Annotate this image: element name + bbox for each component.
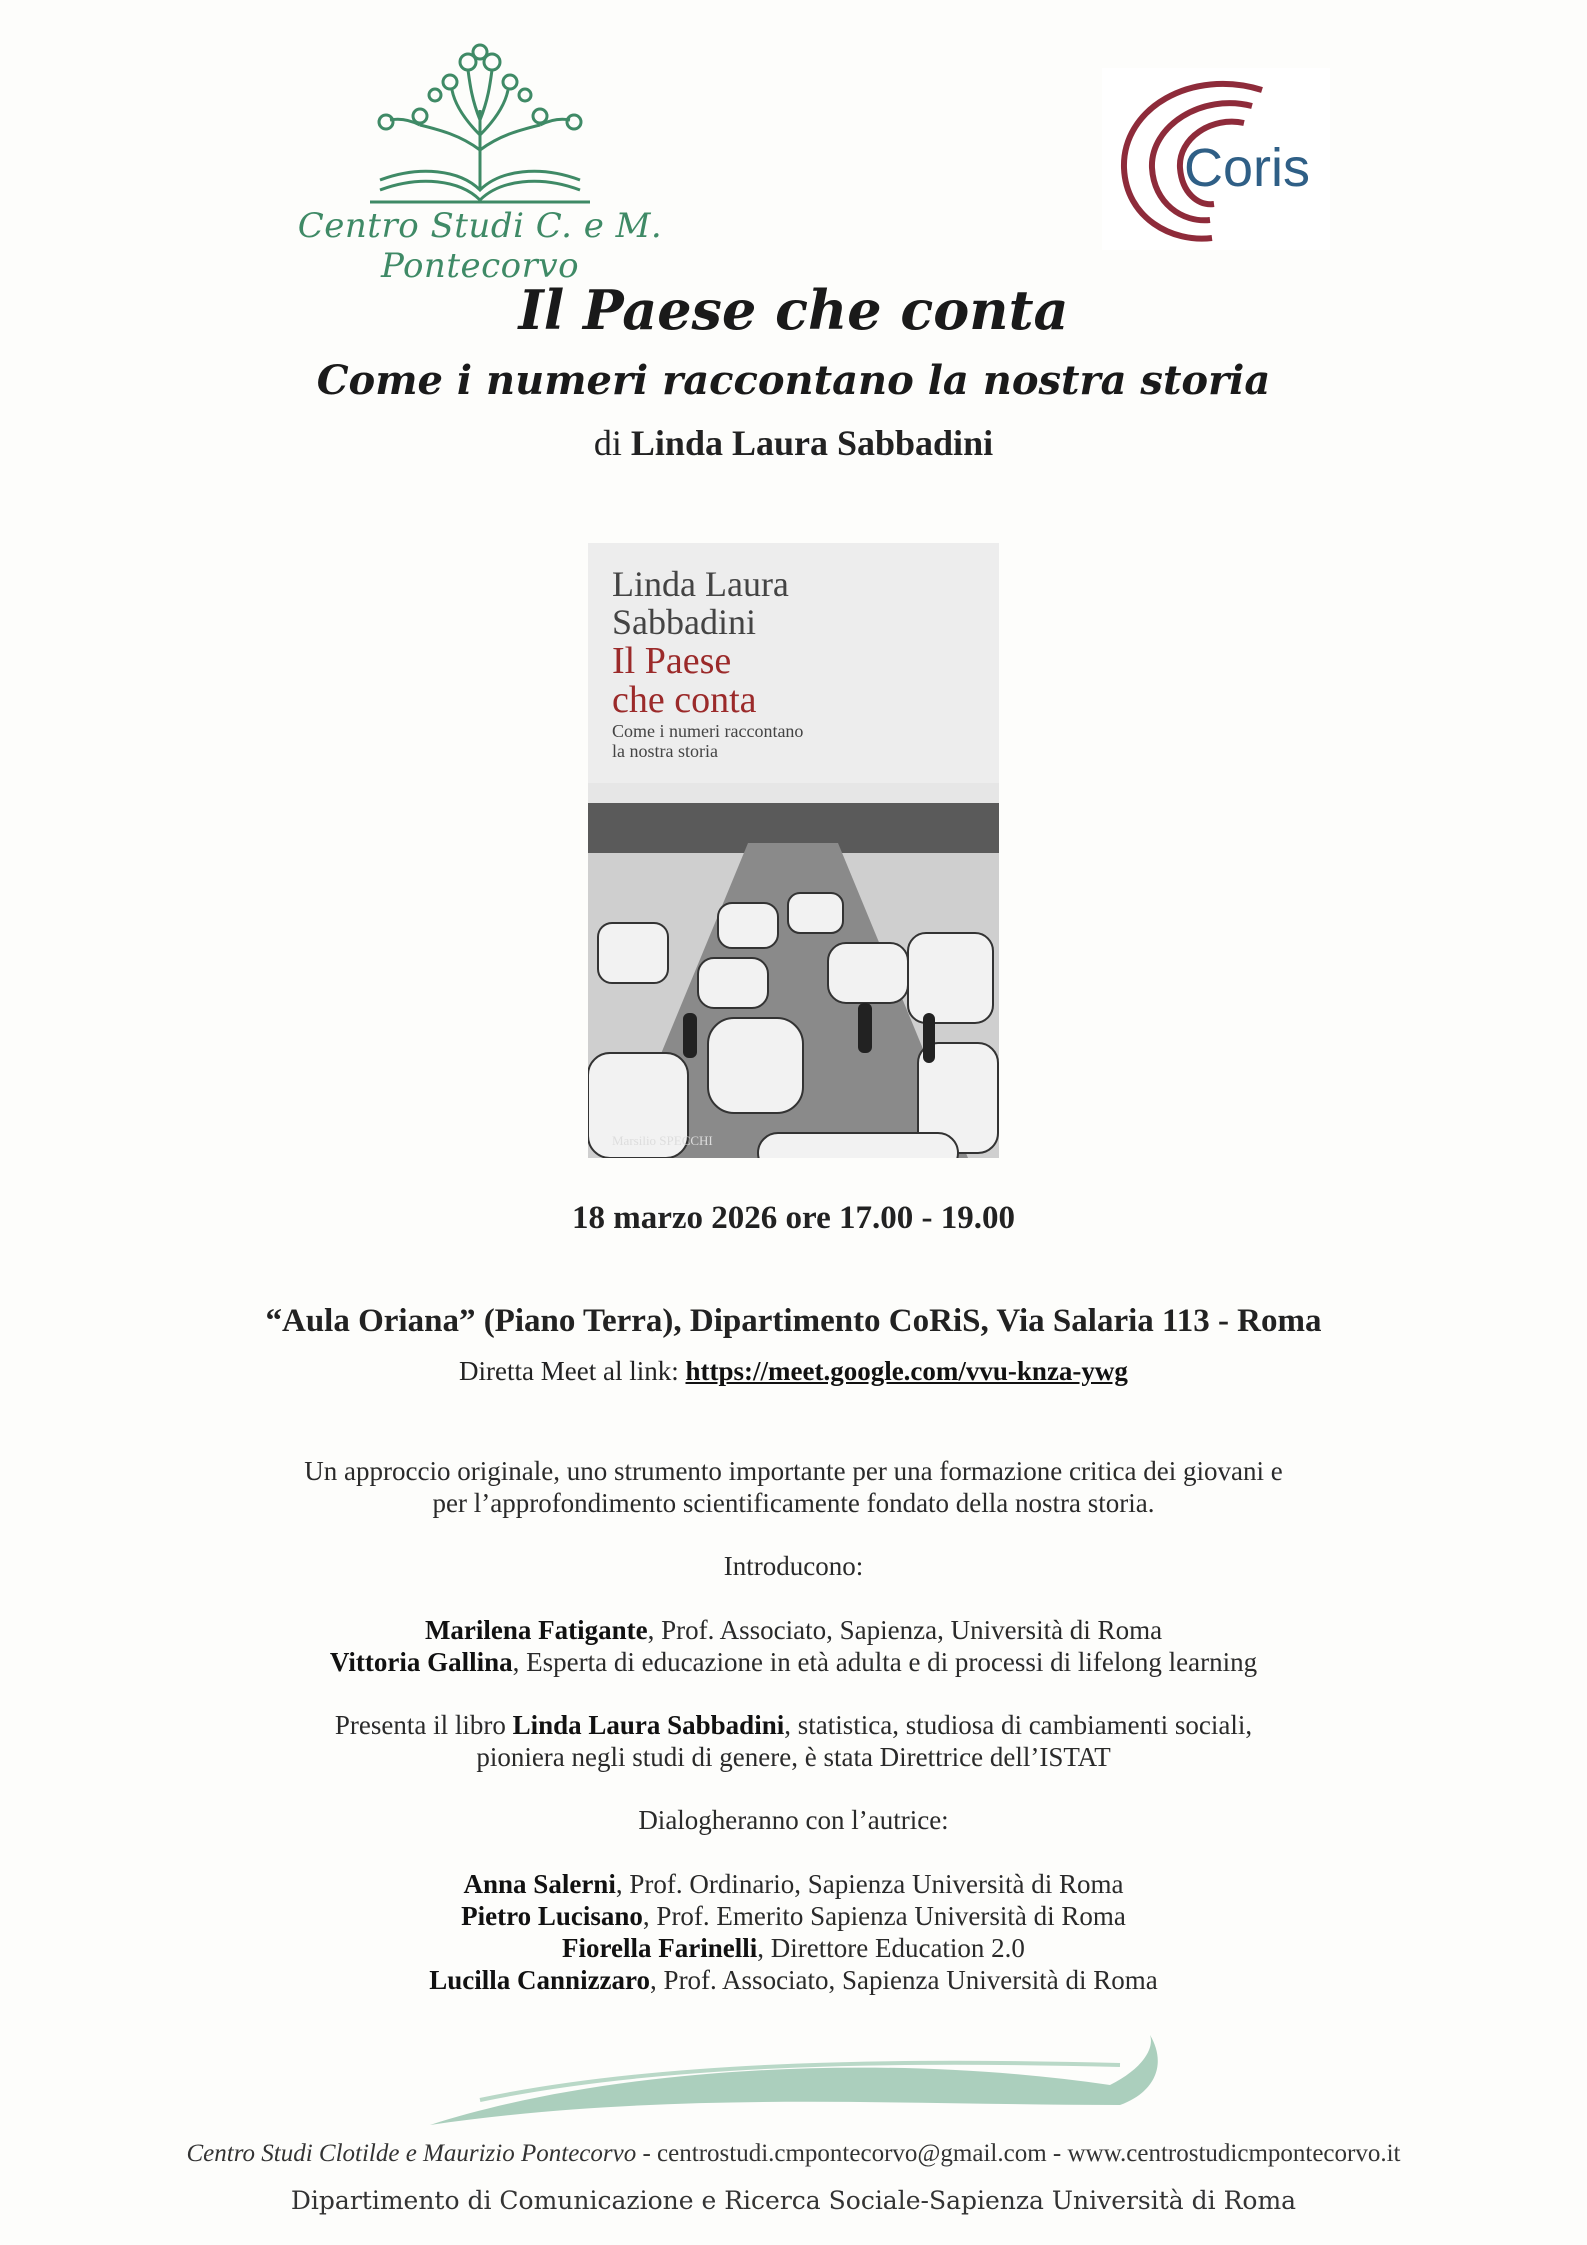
tree-book-icon — [360, 40, 600, 210]
book-cover-image — [588, 543, 999, 1158]
presenter-line2: pioniera negli studi di genere, è stata Direttrice dell’ISTAT — [476, 1742, 1111, 1772]
byline-prefix: di — [593, 423, 622, 463]
coris-logo-text: Coris — [1184, 138, 1311, 198]
byline-author: Linda Laura Sabbadini — [630, 423, 994, 463]
footer-contact-info: - centrostudi.cmpontecorvo@gmail.com - www.centrostudicmpontecorvo.it — [636, 2140, 1401, 2167]
book-title-line2: che conta — [612, 679, 757, 721]
list-item: Fiorella Farinelli, Direttore Education 2.0 — [562, 1933, 1025, 1963]
list-item: Vittoria Gallina, Esperta di educazione in età adulta e di processi di lifelong learning — [329, 1647, 1258, 1677]
book-subtitle-line1: Come i numeri raccontano — [612, 721, 804, 741]
meet-line — [0, 1356, 1587, 1387]
decorative-swoosh — [420, 2030, 1170, 2140]
presenter-line1: Presenta il libro Linda Laura Sabbadini, statistica, studiosa di cambiamenti sociali, — [334, 1710, 1253, 1740]
meet-prefix: Diretta Meet al link: — [459, 1356, 679, 1386]
event-subtitle: Come i numeri raccontano la nostra storia — [316, 357, 1271, 404]
description — [0, 1455, 1587, 1519]
discussants-list — [0, 1868, 1587, 1996]
discussants-label: Dialogheranno con l’autrice: — [638, 1805, 949, 1835]
event-venue: “Aula Oriana” (Piano Terra), Dipartimento CoRiS, Via Salaria 113 - Roma — [265, 1303, 1322, 1339]
presenter — [0, 1709, 1587, 1773]
list-item: Marilena Fatigante, Prof. Associato, Sapienza, Università di Roma — [424, 1615, 1163, 1645]
description-line1: Un approccio originale, uno strumento importante per una formazione critica dei giovani e — [304, 1456, 1283, 1486]
footer-department: Dipartimento di Comunicazione e Ricerca Sociale-Sapienza Università di Roma — [290, 2186, 1297, 2215]
event-date-time: 18 marzo 2026 ore 17.00 - 19.00 — [572, 1200, 1015, 1236]
centro-studi-name: Centro Studi C. e M. Pontecorvo — [297, 206, 663, 286]
list-item: Anna Salerni, Prof. Ordinario, Sapienza Università di Roma — [463, 1869, 1124, 1899]
centro-studi-logo — [200, 30, 760, 286]
book-title-line1: Il Paese — [612, 640, 732, 682]
coris-arcs-icon — [1102, 68, 1330, 250]
traffic-jam-photo — [588, 783, 999, 1158]
meet-link[interactable]: https://meet.google.com/vvu-knza-ywg — [685, 1356, 1128, 1386]
book-author-line1: Linda Laura — [612, 564, 789, 604]
introducers-list — [0, 1614, 1587, 1678]
footer-org-name: Centro Studi Clotilde e Maurizio Pontecorvo — [186, 2140, 637, 2167]
description-line2: per l’approfondimento scientificamente fondato della nostra storia. — [432, 1488, 1155, 1518]
list-item: Lucilla Cannizzaro, Prof. Associato, Sapienza Università di Roma — [429, 1965, 1158, 1995]
footer-contacts — [0, 2140, 1587, 2168]
book-author-line2: Sabbadini — [612, 602, 756, 642]
byline — [0, 422, 1587, 464]
coris-logo — [1102, 68, 1330, 250]
event-title: Il Paese che conta — [518, 278, 1069, 342]
introducers-label: Introducono: — [723, 1551, 864, 1581]
book-publisher: Marsilio SPECCHI — [612, 1133, 713, 1148]
list-item: Pietro Lucisano, Prof. Emerito Sapienza Università di Roma — [461, 1901, 1126, 1931]
book-subtitle-line2: la nostra storia — [612, 741, 718, 761]
